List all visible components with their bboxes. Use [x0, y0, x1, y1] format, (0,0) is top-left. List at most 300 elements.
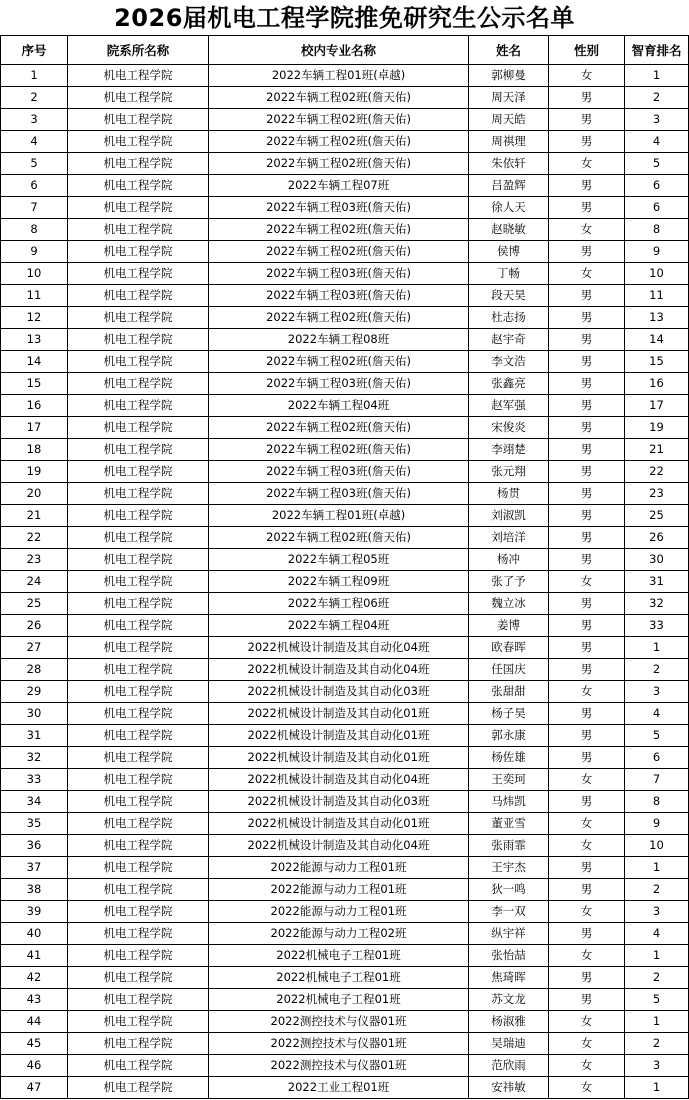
cell-name: 李一双 — [469, 901, 549, 923]
cell-rank: 21 — [625, 439, 689, 461]
cell-name: 徐人天 — [469, 197, 549, 219]
cell-gender: 男 — [549, 703, 625, 725]
cell-department: 机电工程学院 — [68, 1055, 209, 1077]
cell-gender: 女 — [549, 219, 625, 241]
cell-major: 2022机械设计制造及其自动化04班 — [209, 769, 469, 791]
cell-major: 2022能源与动力工程01班 — [209, 879, 469, 901]
cell-name: 刘培洋 — [469, 527, 549, 549]
table-row — [1, 901, 689, 923]
cell-gender: 男 — [549, 351, 625, 373]
cell-department: 机电工程学院 — [68, 879, 209, 901]
cell-name: 杨佐雄 — [469, 747, 549, 769]
cell-gender: 男 — [549, 109, 625, 131]
cell-name: 赵军强 — [469, 395, 549, 417]
header-rank: 智育排名 — [625, 36, 689, 65]
cell-index: 23 — [1, 549, 68, 571]
table-row — [1, 1033, 689, 1055]
cell-name: 郭永康 — [469, 725, 549, 747]
cell-name: 杨子昊 — [469, 703, 549, 725]
table-row — [1, 725, 689, 747]
cell-gender: 女 — [549, 1077, 625, 1099]
cell-rank: 9 — [625, 241, 689, 263]
header-name: 姓名 — [469, 36, 549, 65]
table-row — [1, 615, 689, 637]
table-body — [1, 65, 689, 1099]
cell-gender: 女 — [549, 571, 625, 593]
cell-name: 宋俊炎 — [469, 417, 549, 439]
table-row — [1, 1055, 689, 1077]
cell-index: 19 — [1, 461, 68, 483]
cell-gender: 男 — [549, 791, 625, 813]
cell-major: 2022车辆工程04班 — [209, 395, 469, 417]
cell-index: 10 — [1, 263, 68, 285]
cell-rank: 26 — [625, 527, 689, 549]
cell-gender: 女 — [549, 1011, 625, 1033]
cell-major: 2022车辆工程02班(詹天佑) — [209, 109, 469, 131]
cell-department: 机电工程学院 — [68, 835, 209, 857]
cell-index: 21 — [1, 505, 68, 527]
table-row — [1, 989, 689, 1011]
cell-department: 机电工程学院 — [68, 571, 209, 593]
cell-rank: 3 — [625, 901, 689, 923]
cell-department: 机电工程学院 — [68, 109, 209, 131]
table-row — [1, 813, 689, 835]
cell-gender: 男 — [549, 395, 625, 417]
cell-index: 37 — [1, 857, 68, 879]
cell-department: 机电工程学院 — [68, 681, 209, 703]
cell-index: 13 — [1, 329, 68, 351]
cell-department: 机电工程学院 — [68, 637, 209, 659]
table-row — [1, 329, 689, 351]
cell-department: 机电工程学院 — [68, 197, 209, 219]
cell-gender: 女 — [549, 901, 625, 923]
cell-major: 2022机械设计制造及其自动化04班 — [209, 637, 469, 659]
cell-name: 苏文龙 — [469, 989, 549, 1011]
table-row — [1, 461, 689, 483]
cell-gender: 男 — [549, 175, 625, 197]
cell-rank: 2 — [625, 967, 689, 989]
cell-name: 董亚雪 — [469, 813, 549, 835]
cell-index: 7 — [1, 197, 68, 219]
table-row — [1, 967, 689, 989]
cell-department: 机电工程学院 — [68, 131, 209, 153]
cell-major: 2022机械设计制造及其自动化01班 — [209, 813, 469, 835]
cell-name: 赵晓敏 — [469, 219, 549, 241]
cell-department: 机电工程学院 — [68, 989, 209, 1011]
cell-major: 2022车辆工程02班(詹天佑) — [209, 241, 469, 263]
table-row — [1, 417, 689, 439]
cell-name: 任国庆 — [469, 659, 549, 681]
cell-department: 机电工程学院 — [68, 725, 209, 747]
cell-major: 2022工业工程01班 — [209, 1077, 469, 1099]
cell-name: 马炜凯 — [469, 791, 549, 813]
cell-department: 机电工程学院 — [68, 703, 209, 725]
cell-department: 机电工程学院 — [68, 505, 209, 527]
cell-major: 2022能源与动力工程02班 — [209, 923, 469, 945]
cell-department: 机电工程学院 — [68, 65, 209, 87]
cell-major: 2022车辆工程02班(詹天佑) — [209, 351, 469, 373]
cell-index: 24 — [1, 571, 68, 593]
cell-index: 27 — [1, 637, 68, 659]
cell-rank: 5 — [625, 153, 689, 175]
cell-name: 安祎敏 — [469, 1077, 549, 1099]
cell-name: 丁畅 — [469, 263, 549, 285]
cell-name: 李文浩 — [469, 351, 549, 373]
cell-gender: 男 — [549, 989, 625, 1011]
cell-name: 杨贯 — [469, 483, 549, 505]
header-major: 校内专业名称 — [209, 36, 469, 65]
cell-gender: 男 — [549, 615, 625, 637]
cell-department: 机电工程学院 — [68, 659, 209, 681]
cell-major: 2022机械电子工程01班 — [209, 967, 469, 989]
cell-rank: 6 — [625, 197, 689, 219]
cell-gender: 男 — [549, 527, 625, 549]
cell-index: 41 — [1, 945, 68, 967]
cell-name: 张甜甜 — [469, 681, 549, 703]
cell-rank: 10 — [625, 263, 689, 285]
cell-department: 机电工程学院 — [68, 549, 209, 571]
cell-gender: 女 — [549, 1055, 625, 1077]
cell-major: 2022机械电子工程01班 — [209, 945, 469, 967]
table-row — [1, 527, 689, 549]
cell-gender: 女 — [549, 1033, 625, 1055]
table-row — [1, 505, 689, 527]
cell-major: 2022车辆工程03班(詹天佑) — [209, 483, 469, 505]
table-row — [1, 637, 689, 659]
cell-department: 机电工程学院 — [68, 593, 209, 615]
cell-department: 机电工程学院 — [68, 945, 209, 967]
table-row — [1, 197, 689, 219]
cell-department: 机电工程学院 — [68, 373, 209, 395]
cell-index: 11 — [1, 285, 68, 307]
cell-gender: 男 — [549, 373, 625, 395]
table-row — [1, 109, 689, 131]
cell-rank: 2 — [625, 879, 689, 901]
cell-rank: 8 — [625, 791, 689, 813]
cell-gender: 女 — [549, 263, 625, 285]
cell-rank: 10 — [625, 835, 689, 857]
cell-department: 机电工程学院 — [68, 417, 209, 439]
cell-gender: 女 — [549, 153, 625, 175]
cell-major: 2022机械设计制造及其自动化04班 — [209, 835, 469, 857]
cell-rank: 13 — [625, 307, 689, 329]
cell-gender: 男 — [549, 461, 625, 483]
cell-department: 机电工程学院 — [68, 615, 209, 637]
cell-major: 2022机械设计制造及其自动化01班 — [209, 725, 469, 747]
table-row — [1, 659, 689, 681]
cell-rank: 4 — [625, 923, 689, 945]
cell-rank: 1 — [625, 1077, 689, 1099]
cell-index: 35 — [1, 813, 68, 835]
cell-rank: 4 — [625, 703, 689, 725]
cell-department: 机电工程学院 — [68, 329, 209, 351]
cell-index: 25 — [1, 593, 68, 615]
cell-name: 杨冲 — [469, 549, 549, 571]
page-title: 2026届机电工程学院推免研究生公示名单 — [114, 4, 575, 32]
cell-major: 2022车辆工程02班(詹天佑) — [209, 153, 469, 175]
table-row — [1, 857, 689, 879]
cell-department: 机电工程学院 — [68, 901, 209, 923]
cell-rank: 5 — [625, 725, 689, 747]
header-index: 序号 — [1, 36, 68, 65]
cell-rank: 3 — [625, 1055, 689, 1077]
cell-index: 36 — [1, 835, 68, 857]
cell-rank: 5 — [625, 989, 689, 1011]
cell-rank: 30 — [625, 549, 689, 571]
cell-index: 47 — [1, 1077, 68, 1099]
cell-department: 机电工程学院 — [68, 153, 209, 175]
cell-department: 机电工程学院 — [68, 1033, 209, 1055]
header-gender: 性别 — [549, 36, 625, 65]
cell-index: 20 — [1, 483, 68, 505]
cell-gender: 男 — [549, 923, 625, 945]
cell-rank: 2 — [625, 659, 689, 681]
cell-gender: 女 — [549, 945, 625, 967]
cell-name: 郭柳曼 — [469, 65, 549, 87]
table-row — [1, 241, 689, 263]
cell-name: 李翊楚 — [469, 439, 549, 461]
cell-rank: 19 — [625, 417, 689, 439]
cell-gender: 男 — [549, 549, 625, 571]
cell-index: 3 — [1, 109, 68, 131]
cell-major: 2022测控技术与仪器01班 — [209, 1033, 469, 1055]
cell-rank: 4 — [625, 131, 689, 153]
table-row — [1, 879, 689, 901]
cell-name: 张怡喆 — [469, 945, 549, 967]
cell-department: 机电工程学院 — [68, 813, 209, 835]
cell-name: 焦琦晖 — [469, 967, 549, 989]
cell-index: 9 — [1, 241, 68, 263]
cell-gender: 男 — [549, 197, 625, 219]
cell-gender: 男 — [549, 417, 625, 439]
cell-department: 机电工程学院 — [68, 87, 209, 109]
table-row — [1, 87, 689, 109]
cell-index: 43 — [1, 989, 68, 1011]
table-row — [1, 153, 689, 175]
cell-department: 机电工程学院 — [68, 219, 209, 241]
table-row — [1, 923, 689, 945]
cell-name: 狄一鸣 — [469, 879, 549, 901]
cell-major: 2022车辆工程02班(詹天佑) — [209, 219, 469, 241]
cell-name: 周祺理 — [469, 131, 549, 153]
cell-major: 2022车辆工程09班 — [209, 571, 469, 593]
cell-rank: 16 — [625, 373, 689, 395]
cell-index: 14 — [1, 351, 68, 373]
table-row — [1, 769, 689, 791]
cell-index: 4 — [1, 131, 68, 153]
cell-gender: 男 — [549, 879, 625, 901]
cell-name: 赵宇奇 — [469, 329, 549, 351]
cell-index: 34 — [1, 791, 68, 813]
cell-name: 朱依轩 — [469, 153, 549, 175]
cell-major: 2022车辆工程02班(詹天佑) — [209, 527, 469, 549]
cell-rank: 15 — [625, 351, 689, 373]
cell-name: 周天泽 — [469, 87, 549, 109]
cell-department: 机电工程学院 — [68, 351, 209, 373]
cell-major: 2022机械设计制造及其自动化01班 — [209, 703, 469, 725]
cell-name: 姜博 — [469, 615, 549, 637]
cell-rank: 2 — [625, 87, 689, 109]
cell-gender: 女 — [549, 65, 625, 87]
cell-major: 2022车辆工程01班(卓越) — [209, 505, 469, 527]
cell-department: 机电工程学院 — [68, 461, 209, 483]
cell-gender: 男 — [549, 285, 625, 307]
cell-gender: 男 — [549, 483, 625, 505]
table-row — [1, 351, 689, 373]
cell-department: 机电工程学院 — [68, 483, 209, 505]
cell-rank: 9 — [625, 813, 689, 835]
cell-department: 机电工程学院 — [68, 307, 209, 329]
cell-department: 机电工程学院 — [68, 857, 209, 879]
cell-rank: 1 — [625, 945, 689, 967]
cell-name: 杨淑雅 — [469, 1011, 549, 1033]
cell-major: 2022车辆工程02班(詹天佑) — [209, 307, 469, 329]
cell-name: 张鑫亮 — [469, 373, 549, 395]
cell-rank: 32 — [625, 593, 689, 615]
cell-major: 2022车辆工程03班(詹天佑) — [209, 197, 469, 219]
table-row — [1, 549, 689, 571]
cell-name: 纵宇祥 — [469, 923, 549, 945]
cell-department: 机电工程学院 — [68, 967, 209, 989]
cell-gender: 女 — [549, 769, 625, 791]
cell-major: 2022车辆工程03班(詹天佑) — [209, 461, 469, 483]
cell-major: 2022机械设计制造及其自动化04班 — [209, 659, 469, 681]
cell-gender: 男 — [549, 307, 625, 329]
cell-major: 2022机械设计制造及其自动化03班 — [209, 791, 469, 813]
cell-major: 2022车辆工程02班(詹天佑) — [209, 417, 469, 439]
cell-index: 2 — [1, 87, 68, 109]
cell-name: 范欣雨 — [469, 1055, 549, 1077]
cell-name: 张元翔 — [469, 461, 549, 483]
cell-major: 2022车辆工程02班(詹天佑) — [209, 87, 469, 109]
cell-major: 2022车辆工程05班 — [209, 549, 469, 571]
cell-index: 46 — [1, 1055, 68, 1077]
cell-name: 王宇杰 — [469, 857, 549, 879]
table-row — [1, 373, 689, 395]
cell-department: 机电工程学院 — [68, 923, 209, 945]
cell-rank: 3 — [625, 109, 689, 131]
cell-index: 1 — [1, 65, 68, 87]
table-row — [1, 1011, 689, 1033]
cell-major: 2022车辆工程08班 — [209, 329, 469, 351]
cell-major: 2022车辆工程03班(詹天佑) — [209, 263, 469, 285]
cell-name: 王奕珂 — [469, 769, 549, 791]
cell-name: 魏立冰 — [469, 593, 549, 615]
cell-department: 机电工程学院 — [68, 747, 209, 769]
nominee-table — [0, 35, 689, 1099]
cell-rank: 1 — [625, 857, 689, 879]
cell-gender: 男 — [549, 439, 625, 461]
cell-department: 机电工程学院 — [68, 791, 209, 813]
cell-department: 机电工程学院 — [68, 769, 209, 791]
cell-index: 31 — [1, 725, 68, 747]
table-row — [1, 219, 689, 241]
cell-major: 2022机械设计制造及其自动化03班 — [209, 681, 469, 703]
table-row — [1, 945, 689, 967]
cell-index: 45 — [1, 1033, 68, 1055]
cell-department: 机电工程学院 — [68, 395, 209, 417]
cell-major: 2022机械电子工程01班 — [209, 989, 469, 1011]
cell-rank: 1 — [625, 1011, 689, 1033]
cell-rank: 6 — [625, 175, 689, 197]
table-row — [1, 307, 689, 329]
cell-gender: 男 — [549, 329, 625, 351]
cell-name: 吕盈辉 — [469, 175, 549, 197]
cell-rank: 17 — [625, 395, 689, 417]
cell-rank: 8 — [625, 219, 689, 241]
cell-rank: 22 — [625, 461, 689, 483]
cell-rank: 14 — [625, 329, 689, 351]
cell-rank: 1 — [625, 65, 689, 87]
cell-name: 吴瑞迪 — [469, 1033, 549, 1055]
cell-rank: 7 — [625, 769, 689, 791]
table-row — [1, 483, 689, 505]
table-row — [1, 439, 689, 461]
cell-gender: 男 — [549, 131, 625, 153]
table-row — [1, 571, 689, 593]
cell-gender: 男 — [549, 967, 625, 989]
cell-rank: 3 — [625, 681, 689, 703]
cell-index: 22 — [1, 527, 68, 549]
cell-index: 39 — [1, 901, 68, 923]
cell-major: 2022测控技术与仪器01班 — [209, 1011, 469, 1033]
cell-index: 18 — [1, 439, 68, 461]
cell-name: 段天昊 — [469, 285, 549, 307]
cell-name: 侯博 — [469, 241, 549, 263]
cell-rank: 33 — [625, 615, 689, 637]
table-row — [1, 65, 689, 87]
cell-name: 张了予 — [469, 571, 549, 593]
cell-index: 8 — [1, 219, 68, 241]
cell-major: 2022车辆工程07班 — [209, 175, 469, 197]
cell-gender: 女 — [549, 681, 625, 703]
cell-rank: 6 — [625, 747, 689, 769]
cell-index: 32 — [1, 747, 68, 769]
cell-gender: 男 — [549, 747, 625, 769]
cell-rank: 23 — [625, 483, 689, 505]
cell-major: 2022车辆工程04班 — [209, 615, 469, 637]
cell-department: 机电工程学院 — [68, 263, 209, 285]
cell-rank: 11 — [625, 285, 689, 307]
cell-major: 2022车辆工程02班(詹天佑) — [209, 131, 469, 153]
cell-major: 2022能源与动力工程01班 — [209, 901, 469, 923]
cell-major: 2022车辆工程01班(卓越) — [209, 65, 469, 87]
table-row — [1, 175, 689, 197]
cell-department: 机电工程学院 — [68, 439, 209, 461]
cell-gender: 女 — [549, 835, 625, 857]
cell-gender: 男 — [549, 87, 625, 109]
cell-name: 杜志扬 — [469, 307, 549, 329]
cell-gender: 男 — [549, 857, 625, 879]
cell-major: 2022车辆工程02班(詹天佑) — [209, 439, 469, 461]
cell-rank: 31 — [625, 571, 689, 593]
cell-name: 张雨霏 — [469, 835, 549, 857]
cell-index: 6 — [1, 175, 68, 197]
table-row — [1, 395, 689, 417]
cell-index: 16 — [1, 395, 68, 417]
table-row — [1, 681, 689, 703]
cell-index: 40 — [1, 923, 68, 945]
cell-department: 机电工程学院 — [68, 241, 209, 263]
cell-gender: 男 — [549, 725, 625, 747]
cell-gender: 男 — [549, 241, 625, 263]
cell-rank: 25 — [625, 505, 689, 527]
cell-department: 机电工程学院 — [68, 527, 209, 549]
cell-index: 28 — [1, 659, 68, 681]
cell-name: 欧春晖 — [469, 637, 549, 659]
cell-major: 2022车辆工程03班(詹天佑) — [209, 373, 469, 395]
table-row — [1, 703, 689, 725]
